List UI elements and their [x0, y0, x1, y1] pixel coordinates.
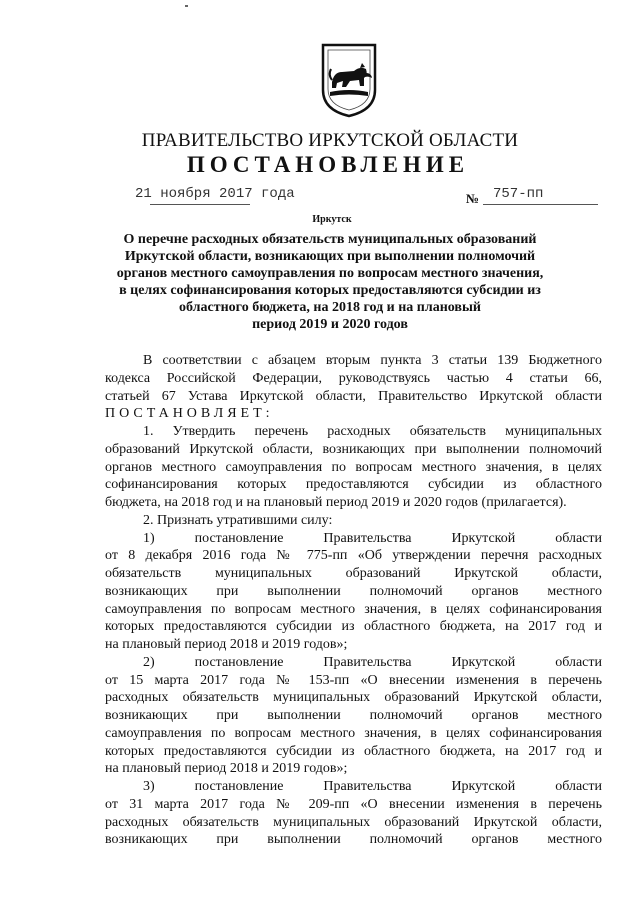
city-name: Иркутск [312, 214, 352, 225]
body-line: расходных обязательств муниципальных образований Иркутской области, [105, 814, 602, 830]
body-line: самоуправления по вопросам местного значения, в целях софинансирования [105, 725, 602, 741]
body-line: от 15 марта 2017 года № 153-пп «О внесении изменения в перечень [105, 672, 602, 688]
document-type: ПОСТАНОВЛЕНИЕ [186, 152, 470, 177]
body-line: возникающих при выполнении полномочий органов местного [105, 583, 602, 599]
number-sign: № [466, 191, 480, 206]
body-line: от 8 декабря 2016 года № 775-пп «Об утверждении перечня расходных [105, 548, 602, 564]
body-line: обязательств муниципальных образований Иркутской области, [105, 566, 602, 581]
document-date: 21 ноября 2017 года [135, 186, 295, 202]
body-line: на плановый период 2018 и 2019 годов»; [105, 761, 348, 777]
body-line: возникающих при выполнении полномочий органов местного [105, 832, 602, 848]
body-line: которых предоставляются субсидии из областного бюджета, на 2017 год и [105, 743, 602, 759]
body-line: на плановый период 2018 и 2019 годов»; [105, 637, 348, 652]
document-number: 757-пп [493, 186, 544, 202]
government-name: ПРАВИТЕЛЬСТВО ИРКУТСКОЙ ОБЛАСТИ [141, 130, 519, 151]
document-body [105, 352, 602, 849]
body-line: 1) постановление Правительства Иркутской области [143, 530, 602, 546]
title-line: период 2019 и 2020 годов [252, 317, 408, 332]
irkutsk-coat-of-arms-icon [320, 42, 378, 118]
body-line: 2. Признать утратившими силу: [143, 512, 333, 528]
body-line: органов местного самоуправления по вопросам местного значения, в целях [105, 459, 602, 475]
body-line: 3) постановление Правительства Иркутской области [143, 779, 602, 794]
title-line: органов местного самоуправления по вопросам местного значения, [116, 266, 544, 281]
body-line: которых предоставляются субсидии из областного бюджета, на 2017 год и [105, 619, 602, 635]
title-line: областного бюджета, на 2018 год и на плановый [179, 300, 481, 315]
body-line: статьей 67 Устава Иркутской области, Правительство Иркутской области [105, 388, 602, 404]
body-line: от 31 марта 2017 года № 209-пп «О внесении изменения в перечень [105, 796, 602, 812]
title-line: в целях софинансирования которых предоставляются субсидии из [119, 283, 541, 298]
number-underline [483, 204, 598, 205]
title-line: О перечне расходных обязательств муниципальных образований [123, 232, 537, 247]
body-line: бюджета, на 2018 год и на плановый период 2019 и 2020 годов (прилагается). [105, 495, 567, 510]
body-line: 1. Утвердить перечень расходных обязательств муниципальных [143, 424, 602, 439]
body-line: расходных обязательств муниципальных образований Иркутской области, [105, 690, 602, 706]
body-line: В соответствии с абзацем вторым пункта 3 статьи 139 Бюджетного [143, 353, 602, 368]
body-line: ПОСТАНОВЛЯЕТ: [105, 406, 274, 422]
body-line: софинансирования которых предоставляются субсидии из областного [105, 477, 602, 493]
scan-speck [185, 5, 188, 7]
date-underline [150, 204, 250, 205]
body-line: 2) постановление Правительства Иркутской области [143, 654, 602, 670]
body-line: кодекса Российской Федерации, руководствуясь частью 4 статьи 66, [105, 370, 602, 386]
document-title [95, 231, 565, 333]
body-line: возникающих при выполнении полномочий органов местного [105, 708, 602, 723]
title-line: Иркутской области, возникающих при выполнении полномочий [124, 249, 536, 264]
body-line: самоуправления по вопросам местного значения, в целях софинансирования [105, 601, 602, 617]
body-line: образований Иркутской области, возникающих при выполнении полномочий [105, 441, 602, 457]
